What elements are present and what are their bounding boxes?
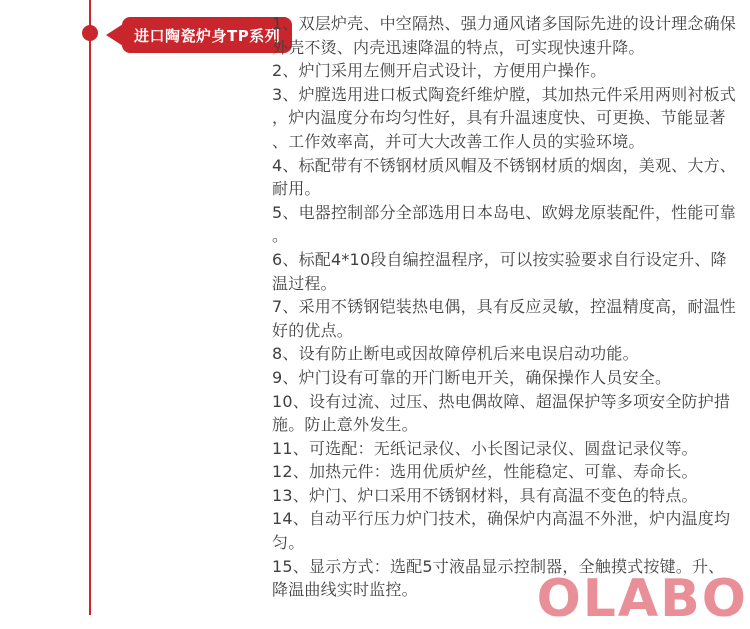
feature-item: 3、炉膛选用进口板式陶瓷纤维炉膛，其加热元件采用两则衬板式，炉内温度分布均匀性好，具有升温速度快、可更换、节能显著、工作效率高，并可大大改善工作人员的实验环境。 <box>272 84 736 151</box>
feature-item: 2、炉门采用左侧开启式设计，方便用户操作。 <box>272 61 607 81</box>
feature-item: 6、标配4*10段自编控温程序，可以按实验要求自行设定升、降温过程。 <box>272 249 727 293</box>
series-label-bubble <box>122 17 292 53</box>
feature-item: 5、电器控制部分全部选用日本岛电、欧姆龙原装配件，性能可靠。 <box>272 202 736 246</box>
series-label: 进口陶瓷炉身TP系列 <box>134 26 281 45</box>
feature-item: 7、采用不锈钢铠装热电偶，具有反应灵敏，控温精度高，耐温性好的优点。 <box>272 297 736 340</box>
feature-item: 9、炉门设有可靠的开门断电开关，确保操作人员安全。 <box>272 367 672 387</box>
feature-item: 15、显示方式：选配5寸液晶显示控制器，全触摸式按键。升、降温曲线实时监控。 <box>272 556 725 600</box>
bubble-arrow-left-icon <box>106 24 123 46</box>
timeline-dot <box>82 25 98 41</box>
feature-item: 12、加热元件：选用优质炉丝，性能稳定、可靠、寿命长。 <box>272 462 698 482</box>
feature-item: 1、双层炉壳、中空隔热、强力通风诸多国际先进的设计理念确保外壳不烫、内壳迅速降温的特点，可实现快速升降。 <box>272 14 736 57</box>
olabo-watermark: OLABO <box>536 569 748 629</box>
feature-item: 4、标配带有不锈钢材质风帽及不锈钢材质的烟囱，美观、大方、耐用。 <box>272 155 736 199</box>
timeline-line <box>89 0 91 615</box>
feature-item: 8、设有防止断电或因故障停机后来电误启动功能。 <box>272 344 639 364</box>
feature-item: 11、可选配：无纸记录仪、小长图记录仪、圆盘记录仪等。 <box>272 438 698 458</box>
feature-list <box>272 12 737 602</box>
feature-item: 13、炉门、炉口采用不锈钢材料，具有高温不变色的特点。 <box>272 485 698 505</box>
feature-item: 14、自动平行压力炉门技术，确保炉内高温不外泄，炉内温度均匀。 <box>272 509 731 553</box>
feature-item: 10、设有过流、过压、热电偶故障、超温保护等多项安全防护措施。防止意外发生。 <box>272 391 731 435</box>
